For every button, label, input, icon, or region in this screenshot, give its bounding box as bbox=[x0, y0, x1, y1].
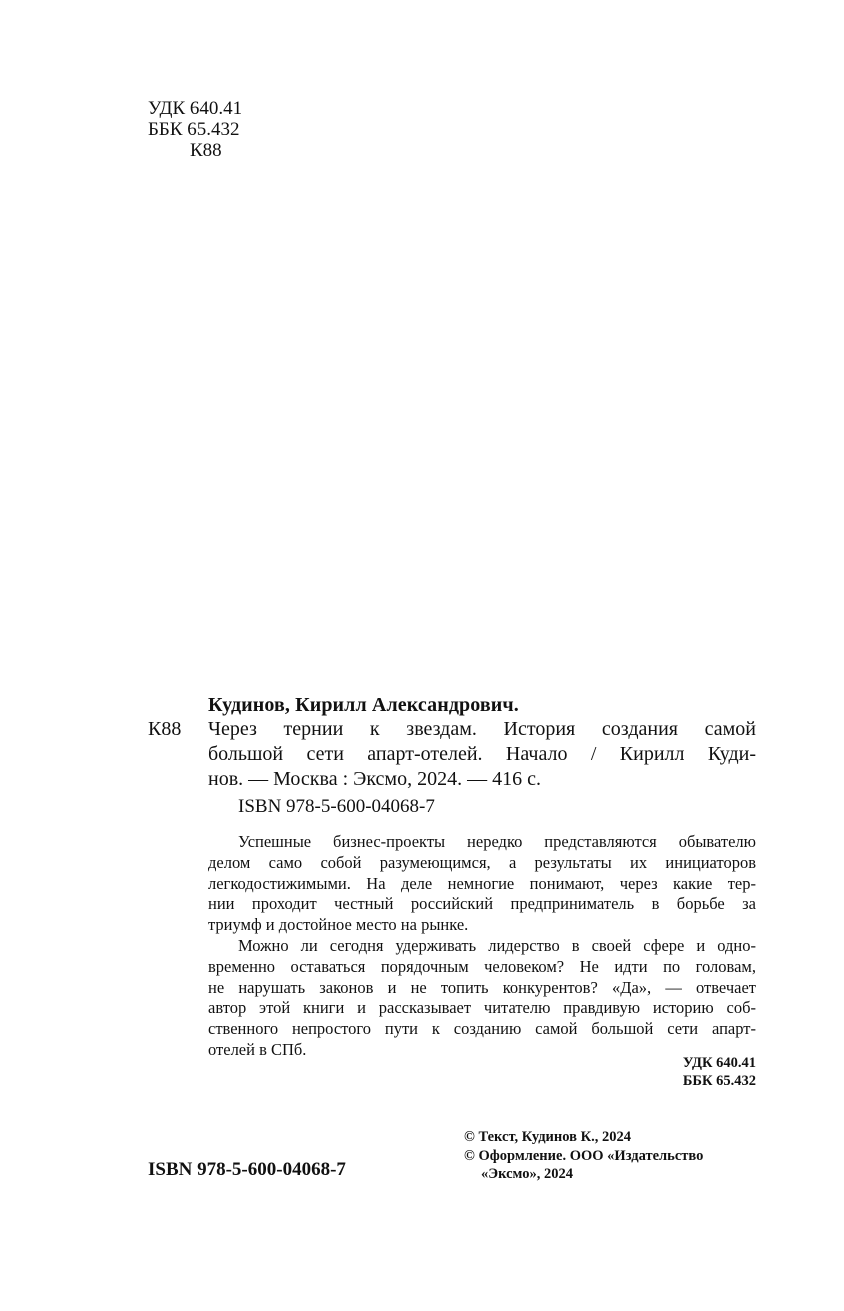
annotation-line: ственного непростого пути к созданию самой большой сети апарт- bbox=[208, 1019, 756, 1039]
main-isbn: ISBN 978-5-600-04068-7 bbox=[148, 1159, 346, 1180]
top-classification-block bbox=[148, 98, 242, 161]
annotation-line: Успешные бизнес-проекты нередко представляются обывателю bbox=[238, 832, 756, 851]
cutter-code: К88 bbox=[190, 140, 222, 161]
record-isbn: ISBN 978-5-600-04068-7 bbox=[238, 796, 435, 817]
udk-code: УДК 640.41 bbox=[148, 98, 243, 119]
annotation-line: не нарушать законов и не топить конкурентов? «Да», — отвечает bbox=[208, 977, 756, 997]
bottom-udk-code: УДК 640.41 bbox=[682, 1055, 756, 1071]
annotation-line: автор этой книги и рассказывает читателю правдивую историю соб- bbox=[208, 998, 756, 1018]
bottom-classification-block bbox=[683, 1054, 756, 1090]
description-line: Через тернии к звездам. История создания самой bbox=[208, 718, 756, 740]
copyright-block bbox=[464, 1128, 703, 1184]
annotation-line: триумф и достойное место на рынке. bbox=[208, 915, 469, 935]
description-line: нов. — Москва : Эксмо, 2024. — 416 с. bbox=[208, 768, 541, 790]
annotation-line: отелей в СПб. bbox=[208, 1039, 307, 1059]
bottom-bbk-code: ББК 65.432 bbox=[682, 1073, 756, 1089]
author-heading: Кудинов, Кирилл Александрович. bbox=[208, 694, 519, 716]
record-cutter-code: К88 bbox=[148, 718, 182, 740]
description-line: большой сети апарт-отелей. Начало / Кирилл Куди- bbox=[208, 743, 756, 765]
copyright-text-line: © Текст, Кудинов К., 2024 bbox=[464, 1129, 631, 1145]
bbk-code: ББК 65.432 bbox=[148, 119, 240, 140]
annotation-line: Можно ли сегодня удерживать лидерство в своей сфере и одно- bbox=[238, 935, 756, 955]
annotation-line: нии проходит честный российский предприниматель в борьбе за bbox=[208, 894, 756, 914]
annotation bbox=[208, 832, 756, 1061]
annotation-line: временно оставаться порядочным человеком? Не идти по головам, bbox=[208, 956, 756, 976]
annotation-line: легкодостижимыми. На деле немногие понимают, через какие тер- bbox=[208, 873, 756, 893]
copyright-design-line-continued: «Эксмо», 2024 bbox=[481, 1166, 573, 1182]
copyright-design-line: © Оформление. ООО «Издательство bbox=[464, 1147, 704, 1164]
annotation-line: делом само собой разумеющимся, а результаты их инициаторов bbox=[208, 852, 756, 872]
bibliographic-description bbox=[208, 717, 756, 792]
